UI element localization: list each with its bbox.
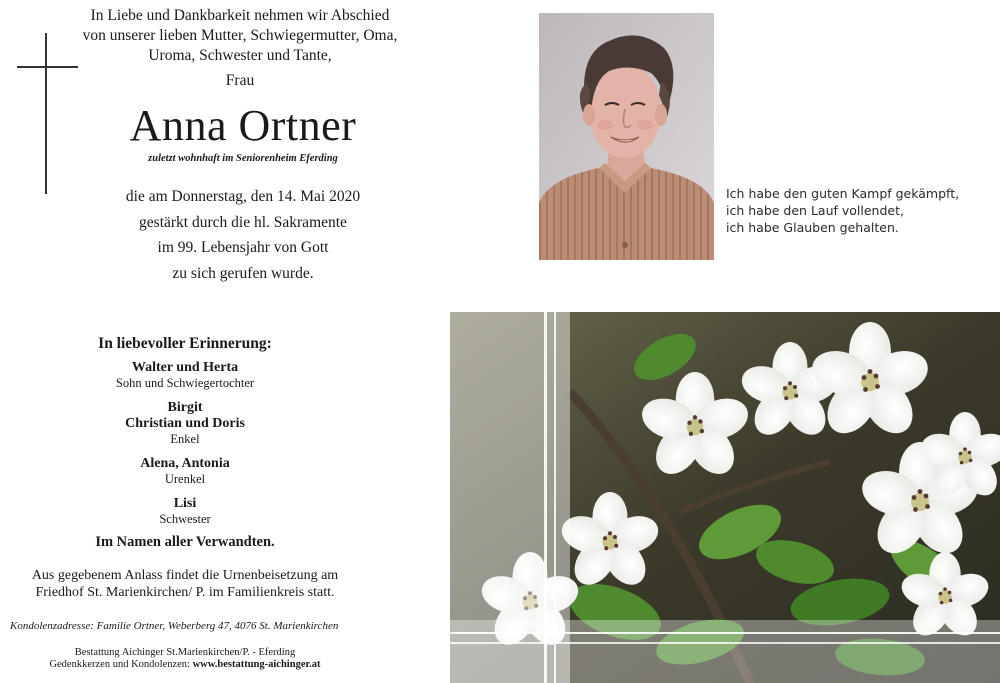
mourner-relation: Sohn und Schwiegertochter — [115, 376, 255, 390]
salutation: Frau — [225, 72, 255, 89]
memory-title: In liebevoller Erinnerung: — [98, 335, 272, 352]
quote-line: ich habe den Lauf vollendet, — [726, 203, 904, 218]
blossom-picture — [450, 312, 1000, 683]
mourner-group — [20, 456, 350, 487]
residence-note: zuletzt wohnhaft im Seniorenheim Eferding — [148, 153, 338, 164]
notice-line: Aus gegebenem Anlass findet die Urnenbeisetzung am — [31, 568, 339, 583]
mourner-name: Lisi — [173, 496, 197, 511]
quote-line: Ich habe den guten Kampf gekämpft, — [726, 186, 960, 201]
mourner-group — [20, 496, 350, 527]
intro-text — [60, 6, 420, 66]
death-line: gestärkt durch die hl. Sakramente — [139, 213, 347, 231]
quote-line: ich habe Glauben gehalten. — [726, 220, 899, 235]
website-link[interactable]: www.bestattung-aichinger.at — [192, 659, 321, 670]
death-announcement — [60, 184, 426, 286]
funeral-home-footer — [20, 647, 350, 671]
death-line: zu sich gerufen wurde. — [172, 264, 314, 282]
mourner-relation: Enkel — [170, 432, 200, 446]
condolence-address: Kondolenzadresse: Familie Ortner, Weberberg 47, 4076 St. Marienkirchen — [10, 620, 339, 632]
blossom-illustration — [450, 312, 1000, 683]
burial-notice — [10, 567, 360, 601]
mourner-group — [20, 400, 350, 447]
mourner-name: Alena, Antonia — [140, 456, 230, 471]
intro-line: In Liebe und Dankbarkeit nehmen wir Abschied — [90, 7, 390, 24]
footer-prefix: Gedenkkerzen und Kondolenzen: — [49, 659, 193, 670]
death-line: die am Donnerstag, den 14. Mai 2020 — [125, 188, 361, 205]
portrait-photo — [539, 13, 714, 260]
footer-line: Bestattung Aichinger St.Marienkirchen/P. - Eferding — [74, 647, 296, 658]
bible-quote — [726, 185, 996, 236]
mourner-group — [20, 360, 350, 391]
memory-closing: Im Namen aller Verwandten. — [95, 534, 275, 550]
notice-line: Friedhof St. Marienkirchen/ P. im Familienkreis statt. — [35, 585, 335, 600]
deceased-name: Anna Ortner — [129, 101, 357, 150]
death-line: im 99. Lebensjahr von Gott — [157, 239, 329, 256]
mourner-relation: Schwester — [159, 512, 211, 526]
mourner-name: Birgit — [167, 400, 203, 415]
intro-line: Uroma, Schwester und Tante, — [148, 47, 332, 64]
mourner-name: Walter und Herta — [131, 360, 239, 375]
mourner-relation: Urenkel — [164, 472, 206, 486]
intro-line: von unserer lieben Mutter, Schwiegermutter, Oma, — [82, 27, 398, 44]
mourner-name: Christian und Doris — [125, 416, 245, 431]
mourners-list — [20, 360, 350, 536]
cross-vertical-bar — [45, 33, 47, 194]
footer-line — [20, 659, 350, 671]
portrait-illustration — [539, 13, 714, 260]
cross-horizontal-bar — [17, 66, 78, 68]
